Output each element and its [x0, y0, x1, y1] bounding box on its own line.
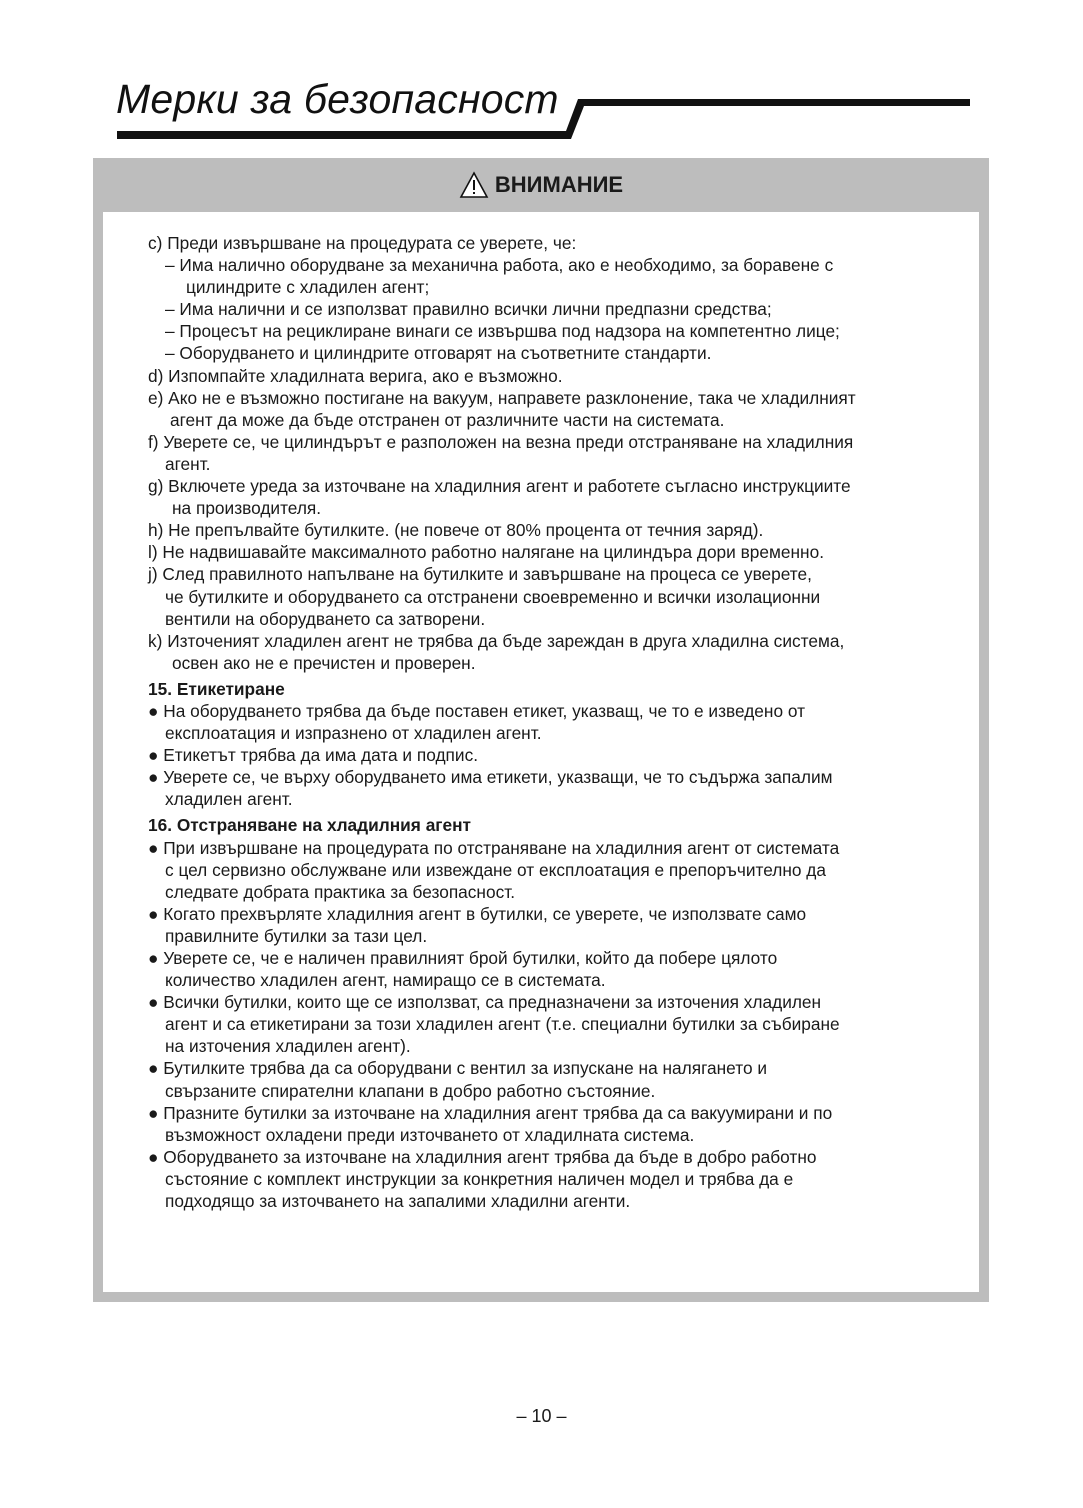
- text-line: възможност охладени преди източването от хладилната система.: [165, 1124, 695, 1145]
- warning-header: [93, 158, 989, 212]
- text-line: ● Когато прехвърляте хладилния агент в бутилки, се уверете, че използвате само: [148, 903, 807, 924]
- text-line: цилиндрите с хладилен агент;: [186, 277, 430, 298]
- text-line: – Процесът на рециклиране винаги се извършва под надзора на компетентно лице;: [165, 321, 840, 342]
- text-line: на производителя.: [172, 498, 322, 519]
- text-line: ● Празните бутилки за източване на хладилния агент трябва да са вакуумирани и по: [148, 1102, 833, 1123]
- text-line: e) Ако не е възможно постигане на вакуум, направете разклонение, така че хладилният: [148, 387, 856, 408]
- text-line: c) Преди извършване на процедурата се уверете, че:: [148, 233, 577, 253]
- section-heading: 16. Отстраняване на хладилния агент: [148, 815, 472, 836]
- warning-triangle-icon: [459, 171, 489, 199]
- text-line: ● Бутилките трябва да са оборудвани с вентил за изпускане на налягането и: [148, 1058, 768, 1079]
- page-number: – 10 –: [516, 1406, 567, 1426]
- text-line: че бутилките и оборудването са отстранени своевременно и всички изолационни: [165, 586, 821, 607]
- text-line: количество хладилен агент, намиращо се в системата.: [165, 970, 606, 991]
- text-line: правилните бутилки за тази цел.: [165, 925, 428, 946]
- text-line: агент.: [165, 453, 211, 474]
- text-line: на източения хладилен агент).: [165, 1036, 411, 1057]
- text-line: вентили на оборудването са затворени.: [165, 608, 486, 629]
- text-line: ● Всички бутилки, които ще се използват, са предназначени за източения хладилен: [148, 992, 822, 1013]
- text-line: j) След правилното напълване на бутилките и завършване на процеса се уверете,: [148, 564, 812, 585]
- text-line: ● На оборудването трябва да бъде поставен етикет, указващ, че то е изведено от: [148, 700, 806, 721]
- text-line: ● Оборудването за източване на хладилния агент трябва да бъде в добро работно: [148, 1146, 817, 1167]
- text-line: свързаните спирателни клапани в добро работно състояние.: [165, 1080, 656, 1101]
- section-heading: 15. Етикетиране: [148, 678, 285, 699]
- text-line: следвате добрата практика за безопасност.: [165, 881, 516, 902]
- warning-label: ВНИМАНИЕ: [494, 172, 624, 197]
- text-line: k) Източеният хладилен агент не трябва да бъде зареждан в друга хладилна система,: [148, 630, 845, 651]
- text-line: – Има налично оборудване за механична работа, ако е необходимо, за боравене с: [165, 255, 834, 276]
- safety-text: [148, 232, 988, 1212]
- text-line: ● Етикетът трябва да има дата и подпис.: [148, 745, 479, 766]
- text-line: f) Уверете се, че цилиндърът е разположен на везна преди отстраняване на хладилния: [148, 431, 854, 452]
- text-line: h) Не препълвайте бутилките. (не повече от 80% процента от течния заряд).: [148, 520, 764, 541]
- text-line: – Има налични и се използват правилно всички лични предпазни средства;: [165, 299, 772, 320]
- text-line: агент и са етикетирани за този хладилен агент (т.е. специални бутилки за събиране: [165, 1014, 840, 1035]
- text-line: d) Изпомпайте хладилната верига, ако е възможно.: [148, 365, 563, 386]
- text-line: с цел сервизно обслужване или извеждане от експлоатация е препоръчително да: [165, 859, 827, 880]
- text-line: – Оборудването и цилиндрите отговарят на съответните стандарти.: [165, 343, 712, 364]
- text-line: ● Уверете се, че е наличен правилният брой бутилки, който да побере цялото: [148, 948, 778, 968]
- text-line: подходящо за източването на запалими хладилни агенти.: [165, 1191, 631, 1212]
- text-line: състояние с комплект инструкции за конкретния наличен модел и трябва да е: [165, 1168, 794, 1189]
- text-line: l) Не надвишавайте максималното работно налягане на цилиндъра дори временно.: [148, 542, 825, 563]
- text-line: освен ако не е пречистен и проверен.: [172, 652, 476, 673]
- text-line: g) Включете уреда за източване на хладилния агент и работете съгласно инструкциите: [148, 476, 851, 497]
- text-line: хладилен агент.: [165, 789, 293, 810]
- text-line: експлоатация и изпразнено от хладилен агент.: [165, 723, 542, 744]
- page-title: Мерки за безопасност: [116, 76, 559, 122]
- text-line: агент да може да бъде отстранен от различните части на системата.: [170, 409, 725, 430]
- text-line: ● При извършване на процедурата по отстраняване на хладилния агент от системата: [148, 837, 840, 858]
- text-line: ● Уверете се, че върху оборудването има етикети, указващи, че то съдържа запалим: [148, 767, 833, 788]
